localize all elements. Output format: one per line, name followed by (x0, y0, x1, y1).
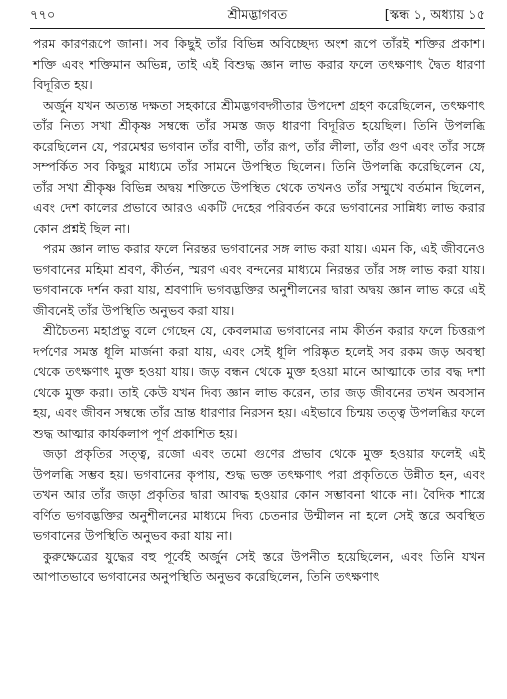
body-text (33, 34, 485, 588)
book-title: শ্রীমদ্ভাগবত (227, 8, 288, 23)
section-reference: [স্কন্ধ ১, অধ্যায় ১৫ (384, 8, 485, 23)
paragraph: অর্জুন যখন অত্যন্ত দক্ষতা সহকারে শ্রীমদ্ভগবদ্গীতার উপদেশ গ্রহণ করেছিলেন, তৎক্ষণাৎ তাঁর নিত্য সখা শ্রীকৃষ্ণ সম্বন্ধে তাঁর সমস্ত জড় ধারণা বিদূরিত হয়েছিল। তিনি উপলব্ধি করেছিলেন যে, পরমেশ্বর ভগবান তাঁর বাণী, তাঁর রূপ, তাঁর লীলা, তাঁর গুণ এবং তাঁর সঙ্গে সম্পর্কিত সব কিছুর মাধ্যমে তাঁর সামনে উপস্থিত ছিলেন। তিনি উপলব্ধি করেছিলেন যে, তাঁর সখা শ্রীকৃষ্ণ বিভিন্ন অদ্বয় শক্তিতে উপস্থিত থেকে তখনও তাঁর সম্মুখে বর্তমান ছিলেন, এবং দেশ কালের প্রভাবে আরও একটি দেহের পরিবর্তন করে ভগবানের সান্নিধ্য লাভ করার কোন প্রশ্নই ছিল না। (33, 97, 485, 236)
page-number: ৭৭০ (30, 8, 56, 23)
paragraph: জড়া প্রকৃতির সত্ত্ব, রজো এবং তমো গুণের প্রভাব থেকে মুক্ত হওয়ার ফলেই এই উপলব্ধি সম্ভব হয়। ভগবানের কৃপায়, শুদ্ধ ভক্ত তৎক্ষণাৎ পরা প্রকৃতিতে উন্নীত হন, এবং তখন আর তাঁর জড়া প্রকৃতির দ্বারা আবদ্ধ হওয়ার কোন সম্ভাবনা থাকে না। বৈদিক শাস্ত্রে বর্ণিত ভগবদ্ভক্তির অনুশীলনের মাধ্যমে দিব্য চেতনার উন্মীলন না হলে সেই স্তরে অবস্থিত ভগবানের উপস্থিতি অনুভব করা যায় না। (33, 446, 485, 543)
paragraph: পরম জ্ঞান লাভ করার ফলে নিরন্তর ভগবানের সঙ্গ লাভ করা যায়। এমন কি, এই জীবনেও ভগবানের মহিমা শ্রবণ, কীর্তন, স্মরণ এবং বন্দনের মাধ্যমে নিরন্তর তাঁর সঙ্গ লাভ করা যায়। ভগবানকে দর্শন করা যায়, শ্রবণাদি ভগবদ্ভক্তির অনুশীলনের দ্বারা অদ্বয় জ্ঞান লাভ করে এই জীবনেই তাঁর উপস্থিতি অনুভব করা যায়। (33, 241, 485, 318)
running-header (30, 6, 485, 26)
paragraph: শ্রীচৈতন্য মহাপ্রভু বলে গেছেন যে, কেবলমাত্র ভগবানের নাম কীর্তন করার ফলে চিত্তরূপ দর্পণের সমস্ত ধূলি মার্জনা করা যায়, এবং সেই ধূলি পরিষ্কৃত হলেই সব রকম জড় অবস্থা থেকে তৎক্ষণাৎ মুক্ত হওয়া যায়। জড় বন্ধন থেকে মুক্ত হওয়া মানে আত্মাকে তার বদ্ধ দশা থেকে মুক্ত করা। তাই কেউ যখন দিব্য জ্ঞান লাভ করেন, তার জড় জীবনের তখন অবসান হয়, এবং জীবন সম্বন্ধে তাঁর ভ্রান্ত ধারণার নিরসন হয়। এইভাবে চিন্ময় তত্ত্ব উপলব্ধির ফলে শুদ্ধ আত্মার কার্যকলাপ পূর্ণ প্রকাশিত হয়। (33, 323, 485, 441)
paragraph: কুরুক্ষেত্রের যুদ্ধের বহু পূর্বেই অর্জুন সেই স্তরে উপনীত হয়েছিলেন, এবং তিনি যখন আপাতভাবে ভগবানের অনুপস্থিতি অনুভব করেছিলেন, তিনি তৎক্ষণাৎ (33, 548, 485, 584)
paragraph: পরম কারণরূপে জানা। সব কিছুই তাঁর বিভিন্ন অবিচ্ছেদ্য অংশ রূপে তাঁরই শক্তির প্রকাশ। শক্তি এবং শক্তিমান অভিন্ন, তাই এই বিশুদ্ধ জ্ঞান লাভ করার ফলে তৎক্ষণাৎ দ্বৈত ধারণা বিদূরিত হয়। (33, 36, 485, 92)
header-divider (30, 28, 485, 29)
